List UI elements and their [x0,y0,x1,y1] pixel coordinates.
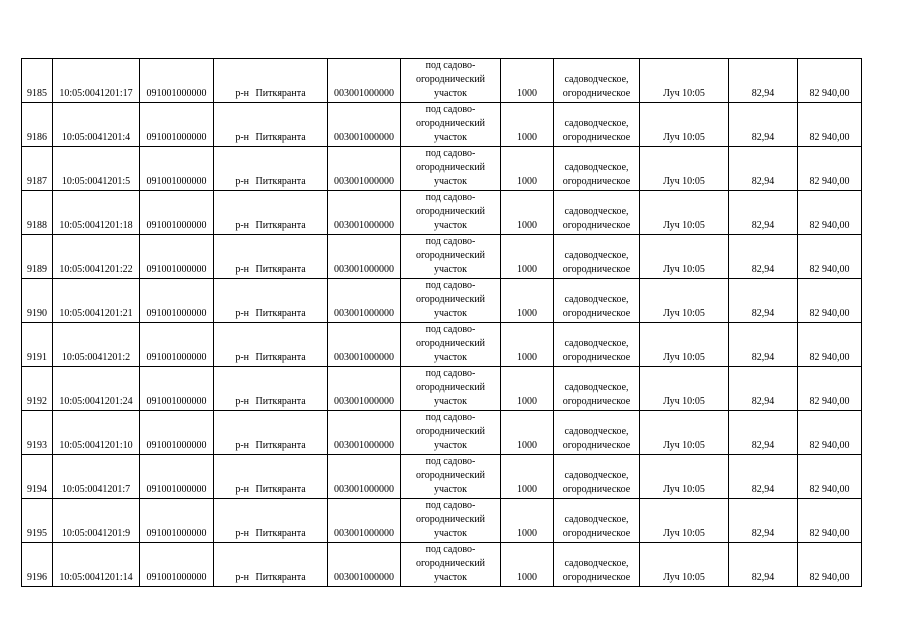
use-line: огородническое [562,440,631,451]
cadastral-number-cell: 10:05:0041201:7 [53,455,140,499]
district-cell: р-н Питкяранта [214,455,328,499]
permitted-use-cell [554,103,640,147]
area-cell: 1000 [501,323,554,367]
purpose-cell [401,499,501,543]
purpose-line: участок [433,132,467,143]
cadastral-value-cell: 82 940,00 [798,191,862,235]
use-line: садоводческое, [564,162,629,173]
use-line: огородническое [562,132,631,143]
table-row [22,455,862,499]
use-line: огородническое [562,176,631,187]
specific-value-cell: 82,94 [729,59,798,103]
oktmo-code-cell: 003001000000 [328,367,401,411]
use-line: садоводческое, [564,382,629,393]
table-row [22,499,862,543]
specific-value-cell: 82,94 [729,147,798,191]
cadastral-number-cell: 10:05:0041201:22 [53,235,140,279]
purpose-line: под садово- [425,500,476,511]
purpose-line: огороднический [415,426,486,437]
row-number-cell: 9190 [22,279,53,323]
specific-value-cell: 82,94 [729,191,798,235]
purpose-line: под садово- [425,148,476,159]
use-line: садоводческое, [564,74,629,85]
valuation-zone-cell: Луч 10:05 [640,103,729,147]
row-number-cell: 9189 [22,235,53,279]
oktmo-code-cell: 003001000000 [328,191,401,235]
cadastral-value-cell: 82 940,00 [798,59,862,103]
land-plot-table [21,58,862,587]
purpose-cell [401,59,501,103]
table-row [22,279,862,323]
cadastral-number-cell: 10:05:0041201:10 [53,411,140,455]
oktmo-code-cell: 003001000000 [328,543,401,587]
purpose-cell [401,235,501,279]
table-row [22,411,862,455]
cadastral-value-cell: 82 940,00 [798,543,862,587]
purpose-cell [401,279,501,323]
purpose-cell [401,543,501,587]
area-cell: 1000 [501,279,554,323]
specific-value-cell: 82,94 [729,411,798,455]
table-row [22,191,862,235]
purpose-cell [401,147,501,191]
okato-code-cell: 091001000000 [140,147,214,191]
cadastral-value-cell: 82 940,00 [798,367,862,411]
district-cell: р-н Питкяранта [214,367,328,411]
purpose-line: огороднический [415,206,486,217]
purpose-line: огороднический [415,558,486,569]
district-cell: р-н Питкяранта [214,411,328,455]
purpose-cell [401,191,501,235]
use-line: садоводческое, [564,514,629,525]
permitted-use-cell [554,411,640,455]
area-cell: 1000 [501,367,554,411]
use-line: огородническое [562,352,631,363]
okato-code-cell: 091001000000 [140,323,214,367]
purpose-line: участок [433,440,467,451]
area-cell: 1000 [501,59,554,103]
oktmo-code-cell: 003001000000 [328,279,401,323]
oktmo-code-cell: 003001000000 [328,499,401,543]
okato-code-cell: 091001000000 [140,543,214,587]
purpose-line: под садово- [425,104,476,115]
okato-code-cell: 091001000000 [140,191,214,235]
permitted-use-cell [554,191,640,235]
area-cell: 1000 [501,499,554,543]
table-row [22,235,862,279]
purpose-line: огороднический [415,338,486,349]
table-body [22,59,862,587]
use-line: садоводческое, [564,558,629,569]
table-row [22,323,862,367]
district-cell: р-н Питкяранта [214,103,328,147]
specific-value-cell: 82,94 [729,367,798,411]
use-line: огородническое [562,528,631,539]
use-line: огородническое [562,396,631,407]
oktmo-code-cell: 003001000000 [328,411,401,455]
district-cell: р-н Питкяранта [214,279,328,323]
table-row [22,367,862,411]
purpose-cell [401,455,501,499]
purpose-line: огороднический [415,162,486,173]
row-number-cell: 9187 [22,147,53,191]
row-number-cell: 9195 [22,499,53,543]
row-number-cell: 9191 [22,323,53,367]
permitted-use-cell [554,279,640,323]
valuation-zone-cell: Луч 10:05 [640,147,729,191]
valuation-zone-cell: Луч 10:05 [640,279,729,323]
permitted-use-cell [554,323,640,367]
okato-code-cell: 091001000000 [140,499,214,543]
cadastral-value-cell: 82 940,00 [798,103,862,147]
cadastral-number-cell: 10:05:0041201:21 [53,279,140,323]
purpose-line: участок [433,352,467,363]
use-line: садоводческое, [564,206,629,217]
table-row [22,147,862,191]
cadastral-number-cell: 10:05:0041201:18 [53,191,140,235]
area-cell: 1000 [501,147,554,191]
permitted-use-cell [554,367,640,411]
use-line: садоводческое, [564,294,629,305]
cadastral-value-cell: 82 940,00 [798,323,862,367]
permitted-use-cell [554,455,640,499]
cadastral-number-cell: 10:05:0041201:9 [53,499,140,543]
cadastral-number-cell: 10:05:0041201:17 [53,59,140,103]
permitted-use-cell [554,59,640,103]
cadastral-value-cell: 82 940,00 [798,411,862,455]
okato-code-cell: 091001000000 [140,235,214,279]
row-number-cell: 9194 [22,455,53,499]
district-cell: р-н Питкяранта [214,191,328,235]
purpose-cell [401,367,501,411]
row-number-cell: 9186 [22,103,53,147]
okato-code-cell: 091001000000 [140,103,214,147]
permitted-use-cell [554,499,640,543]
purpose-line: под садово- [425,544,476,555]
okato-code-cell: 091001000000 [140,367,214,411]
district-cell: р-н Питкяранта [214,147,328,191]
oktmo-code-cell: 003001000000 [328,59,401,103]
area-cell: 1000 [501,411,554,455]
permitted-use-cell [554,147,640,191]
purpose-cell [401,411,501,455]
valuation-zone-cell: Луч 10:05 [640,191,729,235]
purpose-line: участок [433,220,467,231]
row-number-cell: 9196 [22,543,53,587]
use-line: садоводческое, [564,470,629,481]
cadastral-value-cell: 82 940,00 [798,455,862,499]
district-cell: р-н Питкяранта [214,59,328,103]
area-cell: 1000 [501,103,554,147]
okato-code-cell: 091001000000 [140,279,214,323]
row-number-cell: 9192 [22,367,53,411]
okato-code-cell: 091001000000 [140,411,214,455]
table-row [22,543,862,587]
okato-code-cell: 091001000000 [140,455,214,499]
district-cell: р-н Питкяранта [214,499,328,543]
cadastral-number-cell: 10:05:0041201:14 [53,543,140,587]
specific-value-cell: 82,94 [729,235,798,279]
purpose-line: под садово- [425,60,476,71]
specific-value-cell: 82,94 [729,103,798,147]
valuation-zone-cell: Луч 10:05 [640,59,729,103]
row-number-cell: 9188 [22,191,53,235]
purpose-cell [401,323,501,367]
purpose-line: огороднический [415,118,486,129]
purpose-line: под садово- [425,368,476,379]
purpose-line: под садово- [425,412,476,423]
oktmo-code-cell: 003001000000 [328,323,401,367]
purpose-cell [401,103,501,147]
area-cell: 1000 [501,235,554,279]
cadastral-number-cell: 10:05:0041201:5 [53,147,140,191]
purpose-line: огороднический [415,382,486,393]
area-cell: 1000 [501,191,554,235]
valuation-zone-cell: Луч 10:05 [640,235,729,279]
purpose-line: участок [433,264,467,275]
specific-value-cell: 82,94 [729,543,798,587]
purpose-line: под садово- [425,280,476,291]
specific-value-cell: 82,94 [729,499,798,543]
use-line: огородническое [562,484,631,495]
use-line: огородническое [562,88,631,99]
area-cell: 1000 [501,543,554,587]
table-row [22,59,862,103]
cadastral-value-cell: 82 940,00 [798,147,862,191]
specific-value-cell: 82,94 [729,279,798,323]
cadastral-value-cell: 82 940,00 [798,235,862,279]
purpose-line: огороднический [415,74,486,85]
cadastral-number-cell: 10:05:0041201:4 [53,103,140,147]
purpose-line: под садово- [425,456,476,467]
purpose-line: участок [433,528,467,539]
permitted-use-cell [554,543,640,587]
row-number-cell: 9185 [22,59,53,103]
valuation-zone-cell: Луч 10:05 [640,543,729,587]
purpose-line: участок [433,572,467,583]
use-line: садоводческое, [564,250,629,261]
use-line: садоводческое, [564,118,629,129]
district-cell: р-н Питкяранта [214,543,328,587]
oktmo-code-cell: 003001000000 [328,455,401,499]
purpose-line: участок [433,308,467,319]
oktmo-code-cell: 003001000000 [328,147,401,191]
purpose-line: участок [433,396,467,407]
purpose-line: под садово- [425,324,476,335]
cadastral-value-cell: 82 940,00 [798,279,862,323]
valuation-zone-cell: Луч 10:05 [640,367,729,411]
valuation-zone-cell: Луч 10:05 [640,499,729,543]
use-line: огородническое [562,308,631,319]
use-line: огородническое [562,220,631,231]
purpose-line: огороднический [415,514,486,525]
use-line: огородническое [562,572,631,583]
permitted-use-cell [554,235,640,279]
purpose-line: участок [433,88,467,99]
use-line: огородническое [562,264,631,275]
purpose-line: под садово- [425,236,476,247]
purpose-line: участок [433,484,467,495]
specific-value-cell: 82,94 [729,455,798,499]
valuation-zone-cell: Луч 10:05 [640,411,729,455]
cadastral-value-cell: 82 940,00 [798,499,862,543]
cadastral-number-cell: 10:05:0041201:24 [53,367,140,411]
purpose-line: участок [433,176,467,187]
oktmo-code-cell: 003001000000 [328,103,401,147]
valuation-zone-cell: Луч 10:05 [640,323,729,367]
purpose-line: огороднический [415,250,486,261]
valuation-zone-cell: Луч 10:05 [640,455,729,499]
cadastral-number-cell: 10:05:0041201:2 [53,323,140,367]
purpose-line: огороднический [415,294,486,305]
use-line: садоводческое, [564,426,629,437]
specific-value-cell: 82,94 [729,323,798,367]
district-cell: р-н Питкяранта [214,323,328,367]
row-number-cell: 9193 [22,411,53,455]
okato-code-cell: 091001000000 [140,59,214,103]
purpose-line: огороднический [415,470,486,481]
oktmo-code-cell: 003001000000 [328,235,401,279]
district-cell: р-н Питкяранта [214,235,328,279]
area-cell: 1000 [501,455,554,499]
purpose-line: под садово- [425,192,476,203]
use-line: садоводческое, [564,338,629,349]
table-row [22,103,862,147]
